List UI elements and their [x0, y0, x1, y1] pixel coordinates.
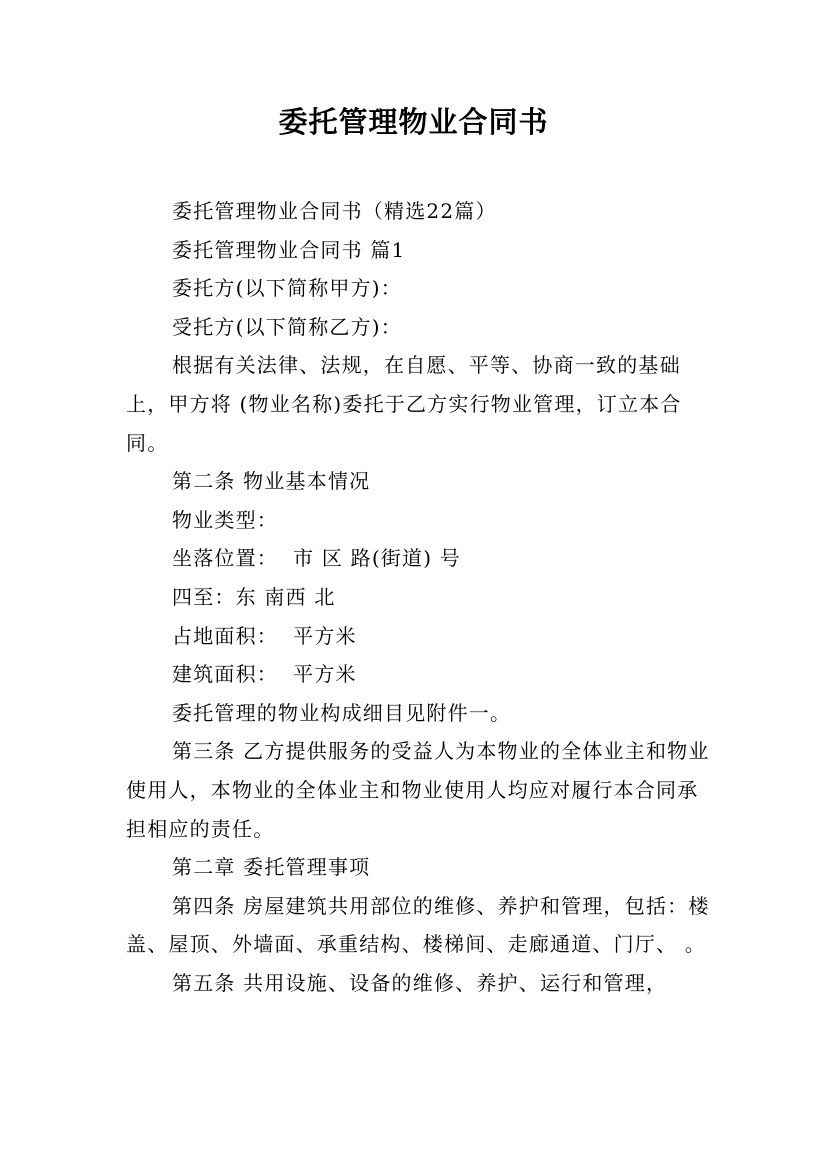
paragraph: 委托管理的物业构成细目见附件一。: [172, 700, 512, 725]
paragraph: 建筑面积： 平方米: [172, 662, 357, 687]
paragraph: 占地面积： 平方米: [172, 623, 357, 648]
paragraph: 物业类型：: [172, 507, 278, 532]
paragraph: 第二条 物业基本情况: [172, 469, 371, 494]
paragraph: 根据有关法律、法规，在自愿、平等、协商一致的基础上，甲方将 (物业名称)委托于乙方实行物业管理，订立本合同。: [126, 353, 682, 455]
paragraph: 委托管理物业合同书 篇1: [172, 237, 406, 262]
document-title: 委托管理物业合同书: [278, 105, 549, 139]
document-body: [126, 192, 716, 1002]
paragraph: 第四条 房屋建筑共用部位的维修、养护和管理，包括：楼盖、屋顶、外墙面、承重结构、楼梯间、走廊通道、门厅、 。: [126, 893, 710, 957]
paragraph: 委托管理物业合同书（精选22篇）: [172, 199, 497, 223]
paragraph: 第五条 共用设施、设备的维修、养护、运行和管理，: [172, 970, 668, 995]
paragraph: 受托方(以下简称乙方)：: [172, 314, 403, 339]
paragraph: 第三条 乙方提供服务的受益人为本物业的全体业主和物业使用人，本物业的全体业主和物业使用人均应对履行本合同承担相应的责任。: [126, 739, 710, 841]
paragraph: 第二章 委托管理事项: [172, 855, 371, 880]
paragraph: 四至：东 南西 北: [172, 584, 336, 609]
paragraph: 坐落位置： 市 区 路(街道) 号: [172, 546, 461, 571]
paragraph: 委托方(以下简称甲方)：: [172, 276, 403, 301]
